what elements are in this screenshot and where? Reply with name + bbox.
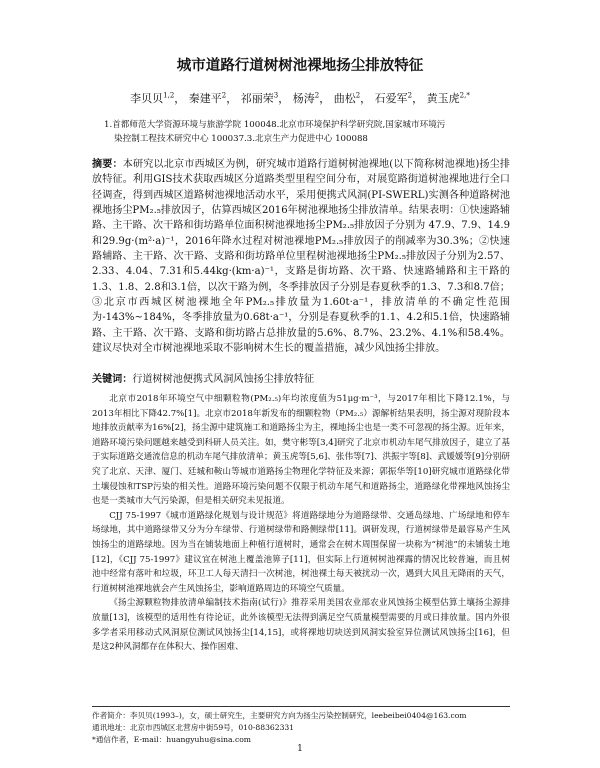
footnote-divider bbox=[92, 706, 510, 707]
page-number: 1 bbox=[297, 744, 303, 754]
footnote-correspondence: *通信作者，E-mail：huangyuhu@sina.com bbox=[92, 734, 251, 744]
keywords-text: 行道树树池便携式风洞风蚀扬尘排放特征 bbox=[132, 374, 315, 385]
body-paragraph: 北京市2018年环境空气中细颗粒物(PM₂.₅)年均浓度值为51μg·m⁻³，与2017年相比下降12.1%，与2013年相比下降42.7%[1]。北京市2018年新发布的细颗粒物（PM₂.₅）源解析结果表明，扬尘源对现阶段本地排放贡献率为16%[2]，扬尘源中建筑施工和道路扬尘为主，裸地扬尘也是一类不可忽视的扬尘源。近年来，道路环境污染问题越来越受到科研人员关注。如，樊守彬等[3,4]研究了北京市机动车尾气排放因子，建立了基于实际道路交通流信息的机动车尾气排放清单；黄玉虎等[5,6]、张伟等[7]、洪振宇等[8]、武媛媛等[9]分别研究了北京、天津、厦门、廷城和鞍山等城市道路扬尘物理化学特征及来源；郭振华等[10]研究城市道路绿化带土壤侵蚀和TSP污染的相关性。道路环境污染问题不仅限于机动车尾气和道路扬尘，道路绿化带裸地风蚀扬尘也是一类城市大气污染源，但是相关研究未见报道。 bbox=[92, 394, 510, 507]
abstract-text: 本研究以北京市西城区为例，研究城市道路行道树树池裸地(以下简称树池裸地)扬尘排放特征。利用GIS技术获取西城区分道路类型里程空间分布，对展览路街道树池裸地进行全口径调查，得到西城区道路树池裸地活动水平，采用便携式风洞(PI-SWERL)实测各种道路树池裸地扬尘PM₂.₅排放因子，估算西城区2016年树池裸地扬尘排放清单。结果表明：①快速路辅路、主干路、次干路和街坊路单位面积树池裸地扬尘PM₂.₅排放因子分别为 47.9、7.9、14.9 和29.9g·(m²·a)⁻¹，2016年降水过程对树池裸地PM₂.₅排放因子的削减率为30.3%；②快速路辅路、主干路、次干路、支路和街坊路单位里程树池裸地扬尘PM₂.₅排放因子分别为2.57、2.33、4.04、7.31和5.44kg·(km·a)⁻¹，支路是街坊路、次干路、快速路辅路和主干路的1.3、1.8、2.8和3.1倍，以次干路为例，冬季排放因子分别是春夏秋季的1.3、7.3和8.7倍；③北京市西城区树池裸地全年PM₂.₅排放量为1.60t·a⁻¹，排放清单的不确定性范围为-143%~184%，冬季排放量为0.68t·a⁻¹，分别是春夏秋季的1.1、4.2和5.1倍，快速路辅路、主干路、次干路、支路和街坊路占总排放量的5.6%、8.7%、23.2%、4.1%和58.4%。建议尽快对全市树池裸地采取不影响树木生长的覆盖措施，减少风蚀扬尘排放。 bbox=[92, 159, 511, 355]
footnote-author-bio: 作者简介：李贝贝(1993–)，女，硕士研究生，主要研究方向为扬尘污染控制研究，leebeibei0404@163.com bbox=[92, 711, 467, 720]
author: 杨涛$^2$ bbox=[292, 91, 320, 105]
author: 石爱军$^2$ bbox=[374, 91, 413, 105]
affiliation-line: 染控制工程技术研究中心 100037.3.北京生产力促进中心 100088 bbox=[114, 134, 368, 144]
abstract-label: 摘要： bbox=[92, 159, 123, 170]
author-list: 李贝贝$^{1,2}$， 秦建平$^2$， 祁丽荣$^3$， 杨涛$^2$， 曲松$^2$， 石爱军$^2$， 黄玉虎$^{2,*}$ bbox=[130, 91, 470, 105]
footnotes bbox=[92, 710, 510, 745]
author: 黄玉虎$^{2,*}$ bbox=[426, 91, 470, 105]
keywords-label: 关键词： bbox=[92, 374, 133, 385]
affiliations bbox=[104, 118, 534, 146]
body-paragraph: CJJ 75-1997《城市道路绿化规划与设计规范》将道路绿地分为道路绿带、交通岛绿地、广场绿地和停车场绿地，其中道路绿带又分为分车绿带、行道树绿带和路侧绿带[11]。调研发现，行道树绿带是最容易产生风蚀扬尘的道路绿地。因为当在铺装地面上种植行道树时，通常会在树木周围保留一块称为“树池”的未铺装土地[12]，《CJJ 75-1997》建议宜在树池上覆盖池箅子[11]，但实际上行道树树池裸露的情况比较普遍，而且树池中经常有落叶和垃圾，环卫工人每天清扫一次树池，树池裸土每天被扰动一次，遇到大风且无降雨的天气，行道树树池裸地就会产生风蚀扬尘，影响道路周边的环境空气质量。 bbox=[92, 510, 510, 594]
body-paragraph: 《扬尘源颗粒物排放清单编制技术指南(试行)》推荐采用美国农业部农业风蚀扬尘模型估算土壤扬尘源排放量[13]，该模型的适用性有待论证，此外该模型无法得到满足空气质量模型需要的月或日排放量。国内外很多学者采用移动式风洞原位测试风蚀扬尘[14,15]，或将裸地切块送到风洞实验室异位测试风蚀扬尘[16]，但是这2种风洞都存在体积大、操作困难、 bbox=[92, 598, 510, 653]
affiliation-line: 1.首都师范大学资源环境与旅游学院 100048.北京市环境保护科学研究院,国家城市环境污 bbox=[104, 120, 446, 130]
author: 李贝贝$^{1,2}$ bbox=[130, 91, 175, 105]
author: 曲松$^2$ bbox=[333, 91, 361, 105]
author: 祁丽荣$^3$ bbox=[240, 91, 279, 105]
keywords bbox=[92, 372, 510, 387]
body-text bbox=[92, 392, 510, 655]
abstract bbox=[92, 157, 510, 356]
paper-title: 城市道路行道树树池裸地扬尘排放特征 bbox=[176, 58, 424, 74]
footnote-address: 通讯地址：北京市西城区北营房中街59号，010-88362331 bbox=[92, 722, 295, 732]
author: 秦建平$^2$ bbox=[188, 91, 227, 105]
